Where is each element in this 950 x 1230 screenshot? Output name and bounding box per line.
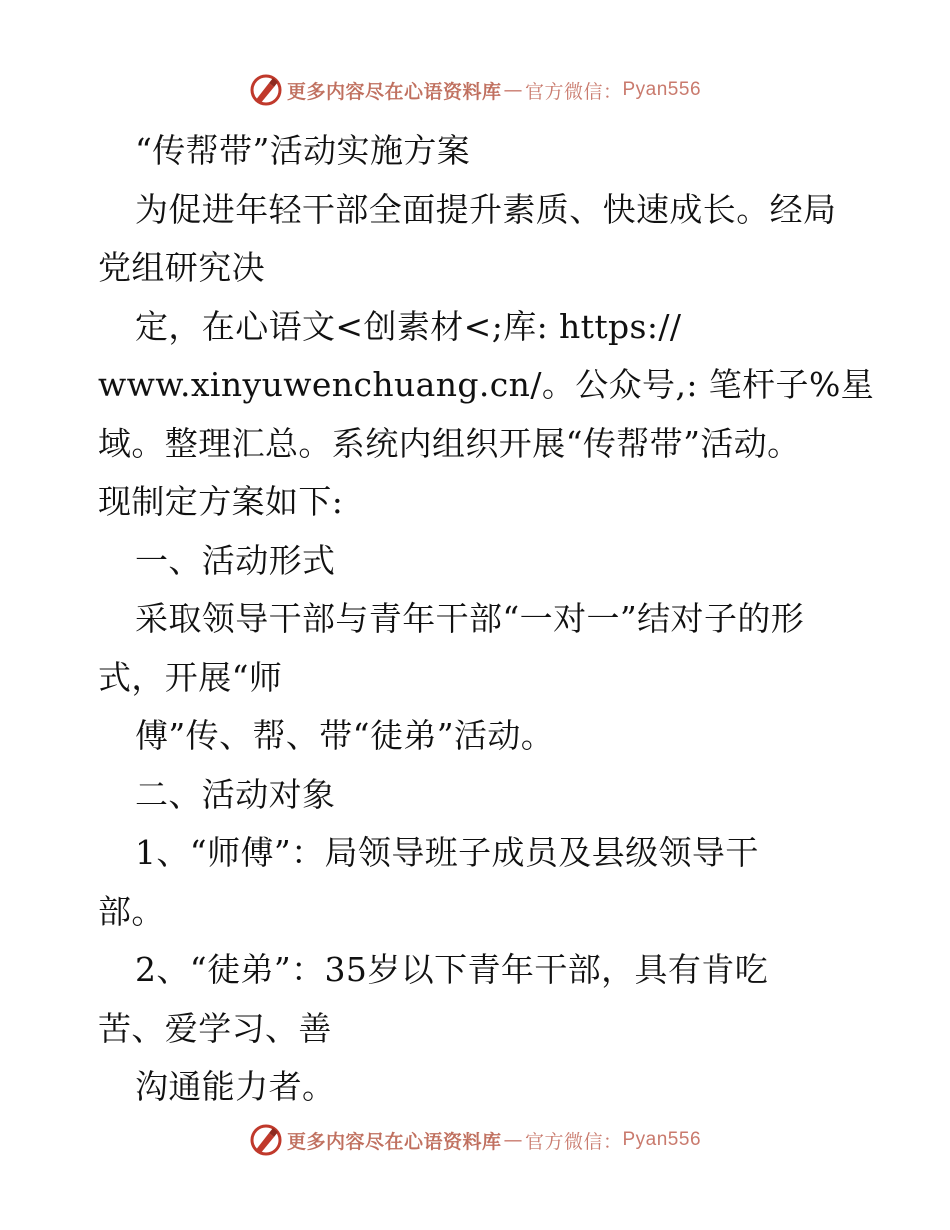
watermark-label: 官方微信： bbox=[524, 1130, 623, 1153]
doc-line: 域。整理汇总。系统内组织开展“传帮带”活动。 bbox=[98, 423, 801, 463]
doc-line: 沟通能力者。 bbox=[135, 1067, 336, 1106]
doc-line: 党组研究决 bbox=[98, 248, 265, 287]
doc-line: 傅”传、帮、带“徒弟”活动。 bbox=[135, 716, 555, 755]
doc-line: 式，开展“师 bbox=[98, 657, 283, 697]
doc-line: 部。 bbox=[98, 891, 165, 931]
watermark-header bbox=[0, 70, 950, 110]
watermark-label: 官方微信： bbox=[524, 80, 623, 103]
watermark-dash: — bbox=[503, 79, 523, 101]
watermark-site: 更多内容尽在心语资料库 bbox=[286, 80, 502, 103]
watermark-id: Pyan556 bbox=[622, 79, 702, 100]
list-item: 2、“徒弟”：35岁以下青年干部，具有肯吃 bbox=[135, 950, 769, 989]
doc-line: 采取领导干部与青年干部“一对一”结对子的形 bbox=[135, 599, 805, 638]
doc-line: 为促进年轻干部全面提升素质、快速成长。经局 bbox=[135, 189, 837, 229]
watermark-dash: — bbox=[503, 1129, 523, 1151]
watermark-id: Pyan556 bbox=[622, 1129, 702, 1150]
list-item: 1、“师傅”：局领导班子成员及县级领导干 bbox=[135, 833, 759, 872]
section-heading: 二、活动对象 bbox=[135, 774, 336, 814]
pen-logo-icon bbox=[249, 73, 283, 107]
doc-line: 定，在心语文<创素材<;库: https:// bbox=[135, 306, 682, 346]
watermark-site: 更多内容尽在心语资料库 bbox=[286, 1130, 502, 1153]
doc-line: 苦、爱学习、善 bbox=[98, 1008, 332, 1048]
document-body bbox=[98, 122, 875, 1117]
pen-logo-icon bbox=[249, 1123, 283, 1157]
section-heading: 一、活动形式 bbox=[135, 540, 336, 580]
doc-line: 现制定方案如下: bbox=[98, 482, 344, 521]
watermark-footer bbox=[0, 1120, 950, 1160]
doc-title: “传帮带”活动实施方案 bbox=[135, 131, 471, 170]
doc-line: www.xinyuwenchuang.cn/。公众号,: 笔杆子%星 bbox=[98, 365, 875, 404]
